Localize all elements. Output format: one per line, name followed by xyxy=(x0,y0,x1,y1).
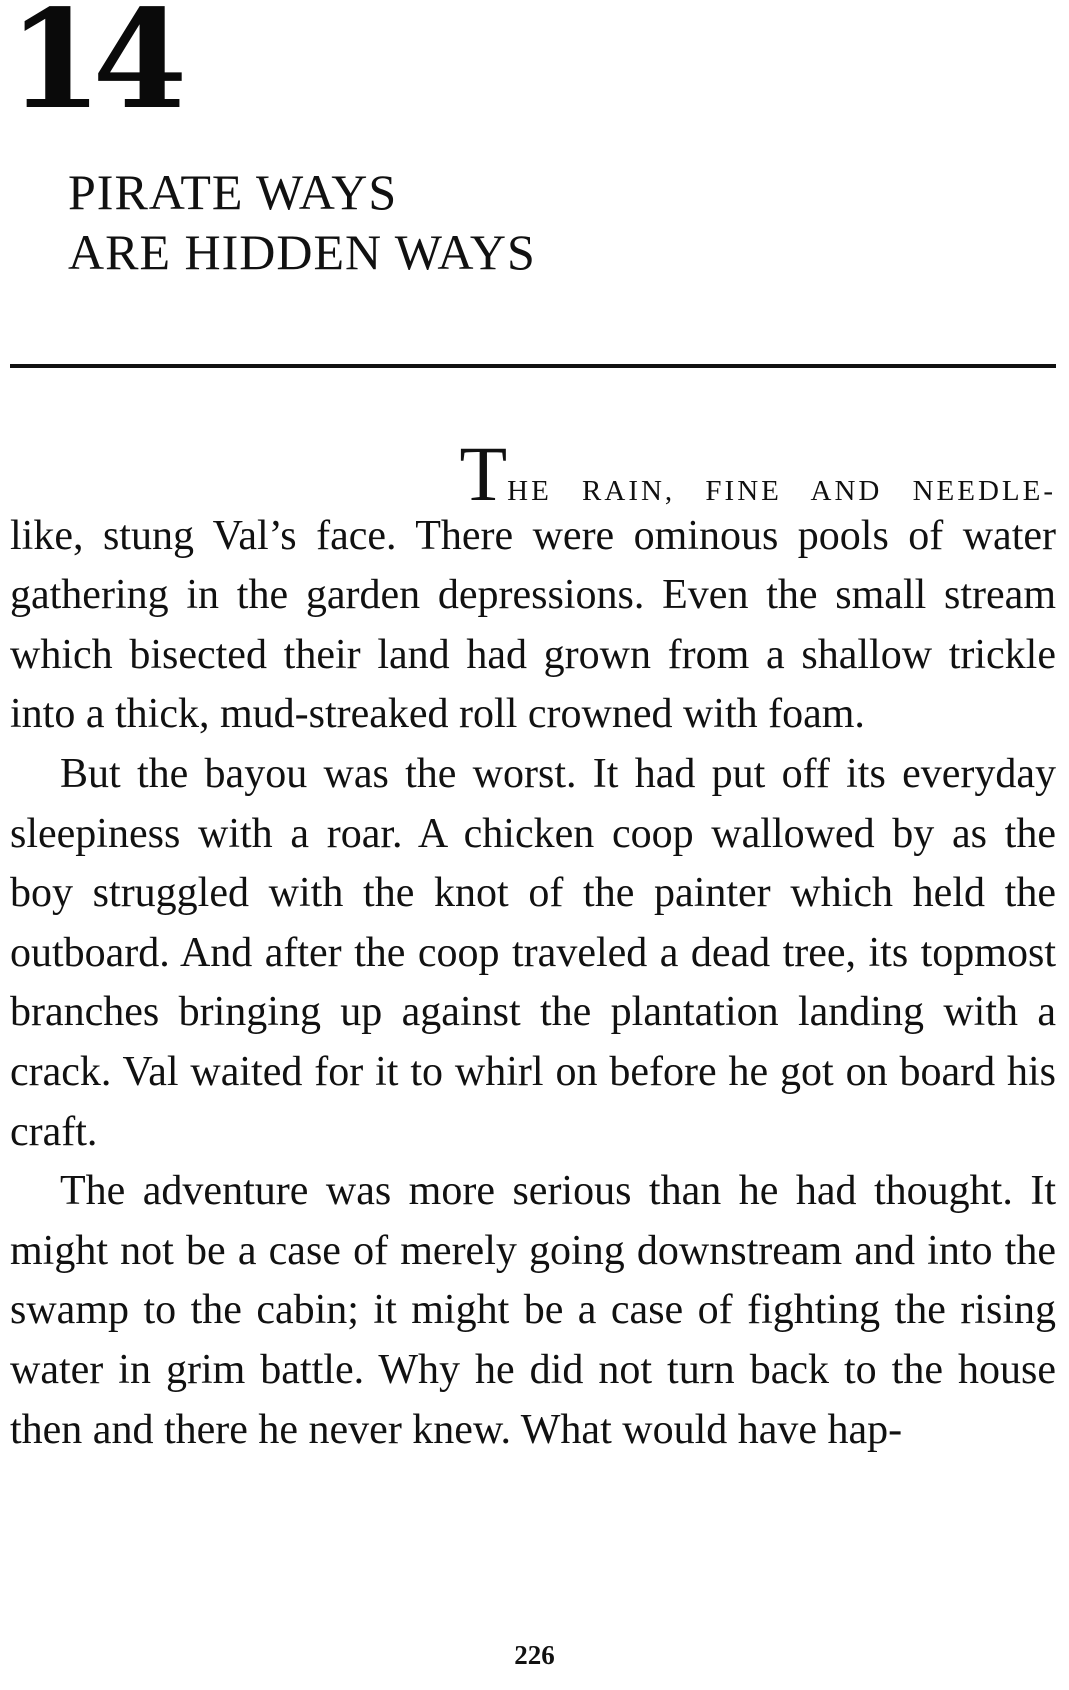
opening-smallcaps: HE RAIN, FINE AND NEEDLE- xyxy=(507,475,1056,507)
chapter-number: 14 xyxy=(8,0,178,140)
opening-line xyxy=(10,430,1056,517)
chapter-body xyxy=(10,430,1056,1460)
paragraph-2: But the bayou was the worst. It had put off its everyday sleepiness with a roar. A chicken coop wallowed by as the boy struggled with the knot of the painter which held the outboard. And after the coop traveled a dead tree, its topmost branches bringing up against the plantation landing with a crack. Val waited for it to whirl on before he got on board his craft. xyxy=(10,750,1056,1155)
drop-cap: T xyxy=(459,430,508,517)
chapter-title-line-1: PIRATE WAYS xyxy=(68,164,398,220)
paragraph-3: The adventure was more serious than he had thought. It might not be a case of merely going downstream and into the swamp to the cabin; it might be a case of fighting the rising water in grim battle. Why he did not turn back to the house then and there he never knew. What would have hap- xyxy=(10,1168,1056,1453)
page-number: 226 xyxy=(514,1640,555,1670)
chapter-divider-rule xyxy=(10,364,1056,368)
chapter-title xyxy=(68,162,536,282)
paragraph-1 xyxy=(10,430,1056,745)
paragraph-1-text: like, stung Val’s face. There were ominous pools of water gathering in the garden depressions. Even the small stream which bisected their land had grown from a shallow trickle into a thick, mud-streaked roll crowned with foam. xyxy=(10,512,1056,738)
chapter-title-line-2: ARE HIDDEN WAYS xyxy=(68,224,536,280)
